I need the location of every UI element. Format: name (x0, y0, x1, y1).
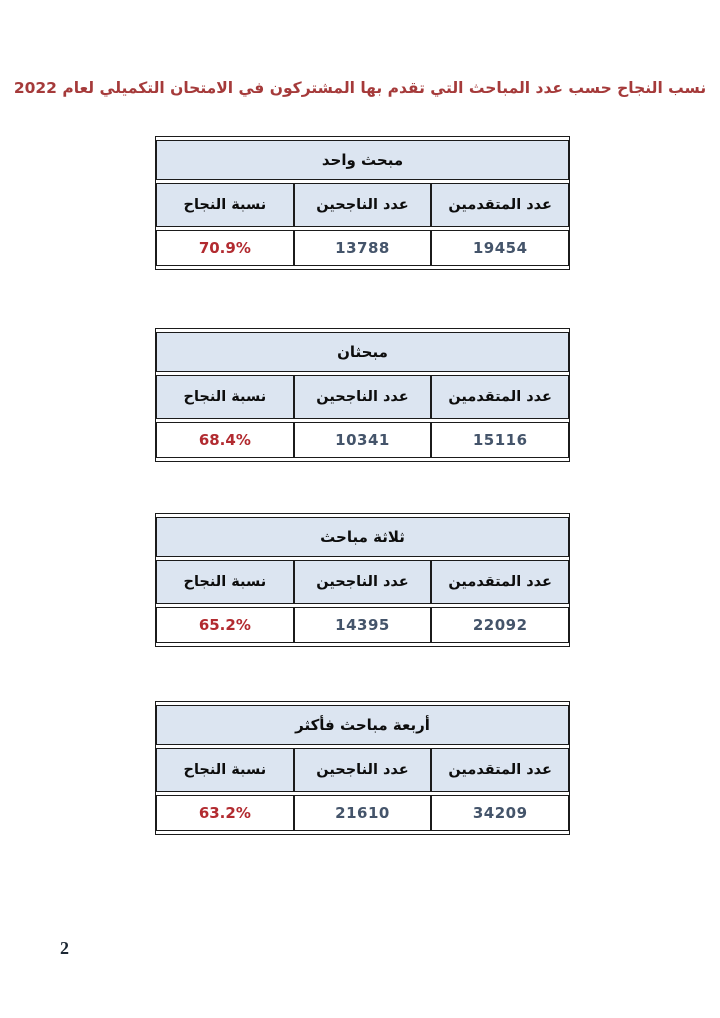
pass-rate-value: 68.4% (156, 422, 294, 458)
applicants-value: 15116 (431, 422, 569, 458)
table-data-row (156, 795, 569, 831)
column-header-pass-rate: نسبة النجاح (156, 560, 294, 604)
applicants-value: 19454 (431, 230, 569, 266)
passers-value: 14395 (294, 607, 432, 643)
pass-rate-value: 65.2% (156, 607, 294, 643)
table-header-row (156, 748, 569, 792)
table-header-row (156, 560, 569, 604)
table-data-row (156, 607, 569, 643)
column-header-applicants: عدد المتقدمين (431, 748, 569, 792)
table-header-row (156, 183, 569, 227)
table-title-row (156, 705, 569, 745)
column-header-passers: عدد الناجحين (294, 183, 432, 227)
table-title-row (156, 332, 569, 372)
pass-rate-value: 63.2% (156, 795, 294, 831)
results-table-four-or-more-subjects (155, 701, 570, 835)
table-data-row (156, 422, 569, 458)
passers-value: 13788 (294, 230, 432, 266)
column-header-applicants: عدد المتقدمين (431, 560, 569, 604)
table-header-row (156, 375, 569, 419)
page-number: 2 (60, 938, 69, 958)
table-title: أربعة مباحث فأكثر (156, 705, 569, 745)
table-title-row (156, 517, 569, 557)
column-header-passers: عدد الناجحين (294, 748, 432, 792)
tables-container (155, 136, 570, 835)
column-header-pass-rate: نسبة النجاح (156, 748, 294, 792)
passers-value: 21610 (294, 795, 432, 831)
applicants-value: 34209 (431, 795, 569, 831)
column-header-pass-rate: نسبة النجاح (156, 375, 294, 419)
results-table-three-subjects (155, 513, 570, 647)
table-data-row (156, 230, 569, 266)
table-title-row (156, 140, 569, 180)
applicants-value: 22092 (431, 607, 569, 643)
table-title: مبحثان (156, 332, 569, 372)
results-table-two-subjects (155, 328, 570, 462)
pass-rate-value: 70.9% (156, 230, 294, 266)
column-header-pass-rate: نسبة النجاح (156, 183, 294, 227)
column-header-passers: عدد الناجحين (294, 375, 432, 419)
results-table-one-subject (155, 136, 570, 270)
column-header-applicants: عدد المتقدمين (431, 183, 569, 227)
passers-value: 10341 (294, 422, 432, 458)
page-title: نسب النجاح حسب عدد المباحث التي تقدم بها المشتركون في الامتحان التكميلي لعام 2022 (13, 79, 707, 97)
column-header-passers: عدد الناجحين (294, 560, 432, 604)
table-title: ثلاثة مباحث (156, 517, 569, 557)
table-title: مبحث واحد (156, 140, 569, 180)
column-header-applicants: عدد المتقدمين (431, 375, 569, 419)
